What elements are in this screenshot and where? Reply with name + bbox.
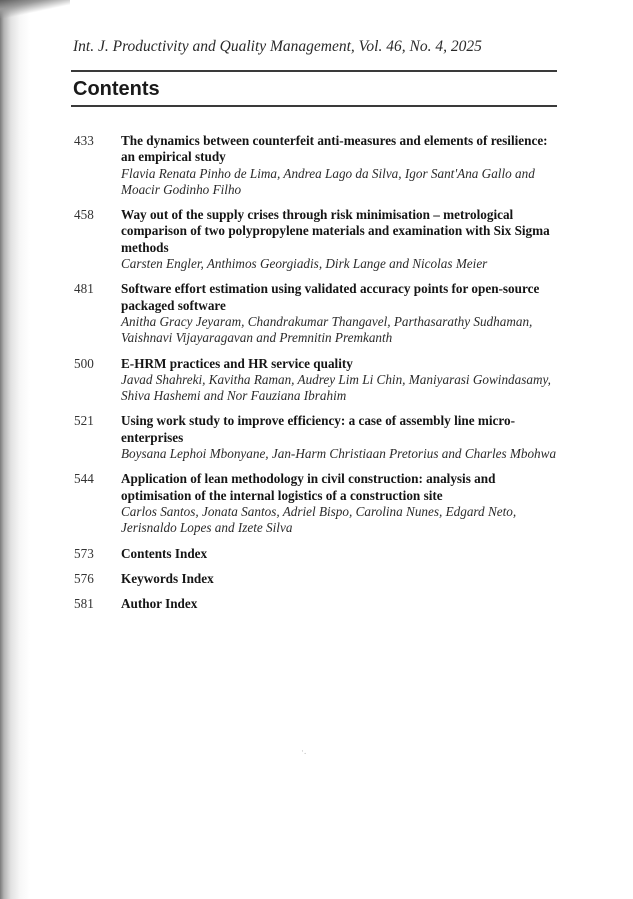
contents-heading: Contents — [73, 78, 160, 100]
entry-title: Keywords Index — [121, 570, 214, 586]
entry-page-number: 573 — [74, 545, 94, 561]
page-binding-shadow — [0, 0, 30, 899]
contents-entry — [74, 471, 564, 536]
contents-entry — [74, 207, 564, 272]
top-rule — [71, 70, 557, 72]
contents-entry — [74, 281, 564, 346]
entry-title: The dynamics between counterfeit anti-measures and elements of resilience: an empirical study — [121, 133, 548, 165]
entry-title: Using work study to improve efficiency: a case of assembly line micro-enterprises — [121, 413, 515, 445]
entry-page-number: 458 — [74, 207, 94, 223]
entry-title: Contents Index — [121, 545, 208, 561]
entry-title: E-HRM practices and HR service quality — [121, 355, 353, 371]
contents-entry — [74, 133, 564, 198]
entry-title: Software effort estimation using validated accuracy points for open-source packaged software — [121, 281, 540, 313]
contents-entry-contents-index — [74, 546, 564, 562]
entry-authors: Carlos Santos, Jonata Santos, Adriel Bispo, Carolina Nunes, Edgard Neto, Jerisnaldo Lopes and Izete Silva — [121, 503, 517, 536]
entry-title: Application of lean methodology in civil construction: analysis and optimisation of the internal logistics of a construction site — [121, 471, 496, 503]
stray-print-mark: ·. — [301, 746, 307, 756]
entry-authors: Javad Shahreki, Kavitha Raman, Audrey Lim Li Chin, Maniyarasi Gowindasamy, Shiva Hashemi and Nor Fauziana Ibrahim — [121, 371, 551, 404]
entry-page-number: 481 — [74, 281, 94, 297]
contents-entry — [74, 413, 564, 462]
entry-page-number: 500 — [74, 355, 94, 371]
journal-citation: Int. J. Productivity and Quality Management, Vol. 46, No. 4, 2025 — [73, 38, 482, 55]
contents-entry — [74, 356, 564, 405]
entry-page-number: 544 — [74, 471, 94, 487]
entry-authors: Flavia Renata Pinho de Lima, Andrea Lago da Silva, Igor Sant'Ana Gallo and Moacir Godinho Filho — [121, 165, 535, 197]
bottom-rule — [71, 105, 557, 107]
entry-page-number: 576 — [74, 570, 94, 586]
entry-authors: Boysana Lephoi Mbonyane, Jan-Harm Christiaan Pretorius and Charles Mbohwa — [121, 446, 557, 462]
entry-title: Author Index — [121, 596, 198, 612]
contents-list — [74, 133, 564, 621]
entry-page-number: 521 — [74, 413, 94, 429]
entry-authors: Carsten Engler, Anthimos Georgiadis, Dirk Lange and Nicolas Meier — [121, 256, 488, 272]
entry-page-number: 581 — [74, 596, 94, 612]
entry-title: Way out of the supply crises through risk minimisation – metrological comparison of two polypropylene materials and examination with Six Sigma methods — [121, 207, 550, 255]
page-corner-fold — [0, 0, 70, 18]
entry-authors: Anitha Gracy Jeyaram, Chandrakumar Thangavel, Parthasarathy Sudhaman, Vaishnavi Vijayaragavan and Premnitin Premkanth — [121, 313, 533, 346]
entry-page-number: 433 — [74, 133, 94, 148]
contents-entry-author-index — [74, 596, 564, 612]
contents-entry-keywords-index — [74, 571, 564, 587]
